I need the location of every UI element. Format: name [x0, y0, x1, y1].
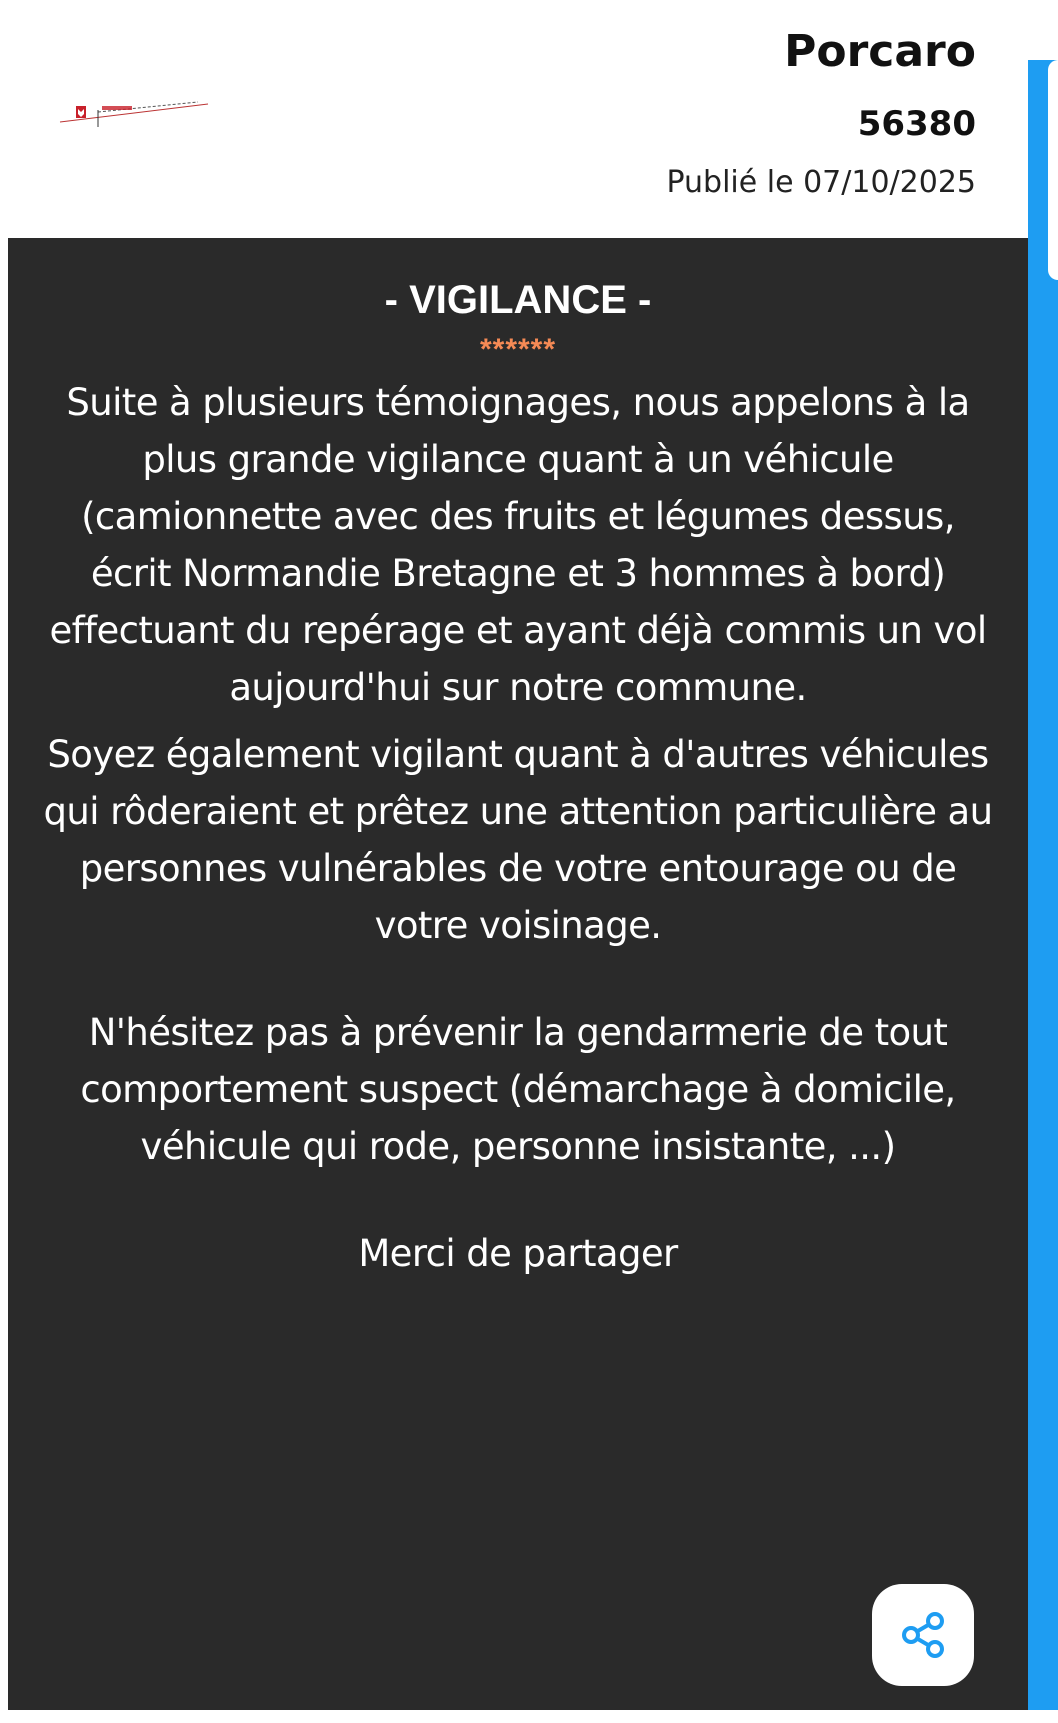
- article-content: [8, 238, 1028, 1282]
- article-title: - VIGILANCE -: [384, 278, 652, 322]
- share-button[interactable]: [872, 1584, 974, 1686]
- article-paragraph-1: Suite à plusieurs témoignages, nous appelons à la plus grande vigilance quant à un véhicule (camionnette avec des fruits et légumes dessus, écrit Normandie Bretagne et 3 hommes à bord) effectuant du repérage et ayant déjà commis un vol aujourd'hui sur notre commune.: [49, 381, 987, 709]
- alert-card: [8, 0, 1028, 1710]
- card-body: [8, 238, 1028, 1710]
- side-strip-top-cap: [1028, 0, 1058, 60]
- publish-date: Publié le 07/10/2025: [666, 165, 976, 200]
- card-header: [8, 0, 1028, 238]
- side-strip-notch: [1048, 60, 1058, 280]
- article-paragraph-4: Merci de partager: [358, 1232, 678, 1275]
- decorative-stars: ******: [479, 333, 557, 366]
- postal-code: 56380: [857, 104, 976, 144]
- commune-logo-icon: [58, 92, 218, 132]
- article-paragraph-3: N'hésitez pas à prévenir la gendarmerie de tout comportement suspect (démarchage à domicile, véhicule qui rode, personne insistante, ...): [80, 1011, 956, 1168]
- bottom-band: [0, 1710, 1058, 1723]
- share-icon: [897, 1609, 949, 1661]
- article-paragraph-2: Soyez également vigilant quant à d'autres véhicules qui rôderaient et prêtez une attention particulière au personnes vulnérables de votre entourage ou de votre voisinage.: [43, 733, 993, 947]
- commune-name: Porcaro: [784, 26, 976, 77]
